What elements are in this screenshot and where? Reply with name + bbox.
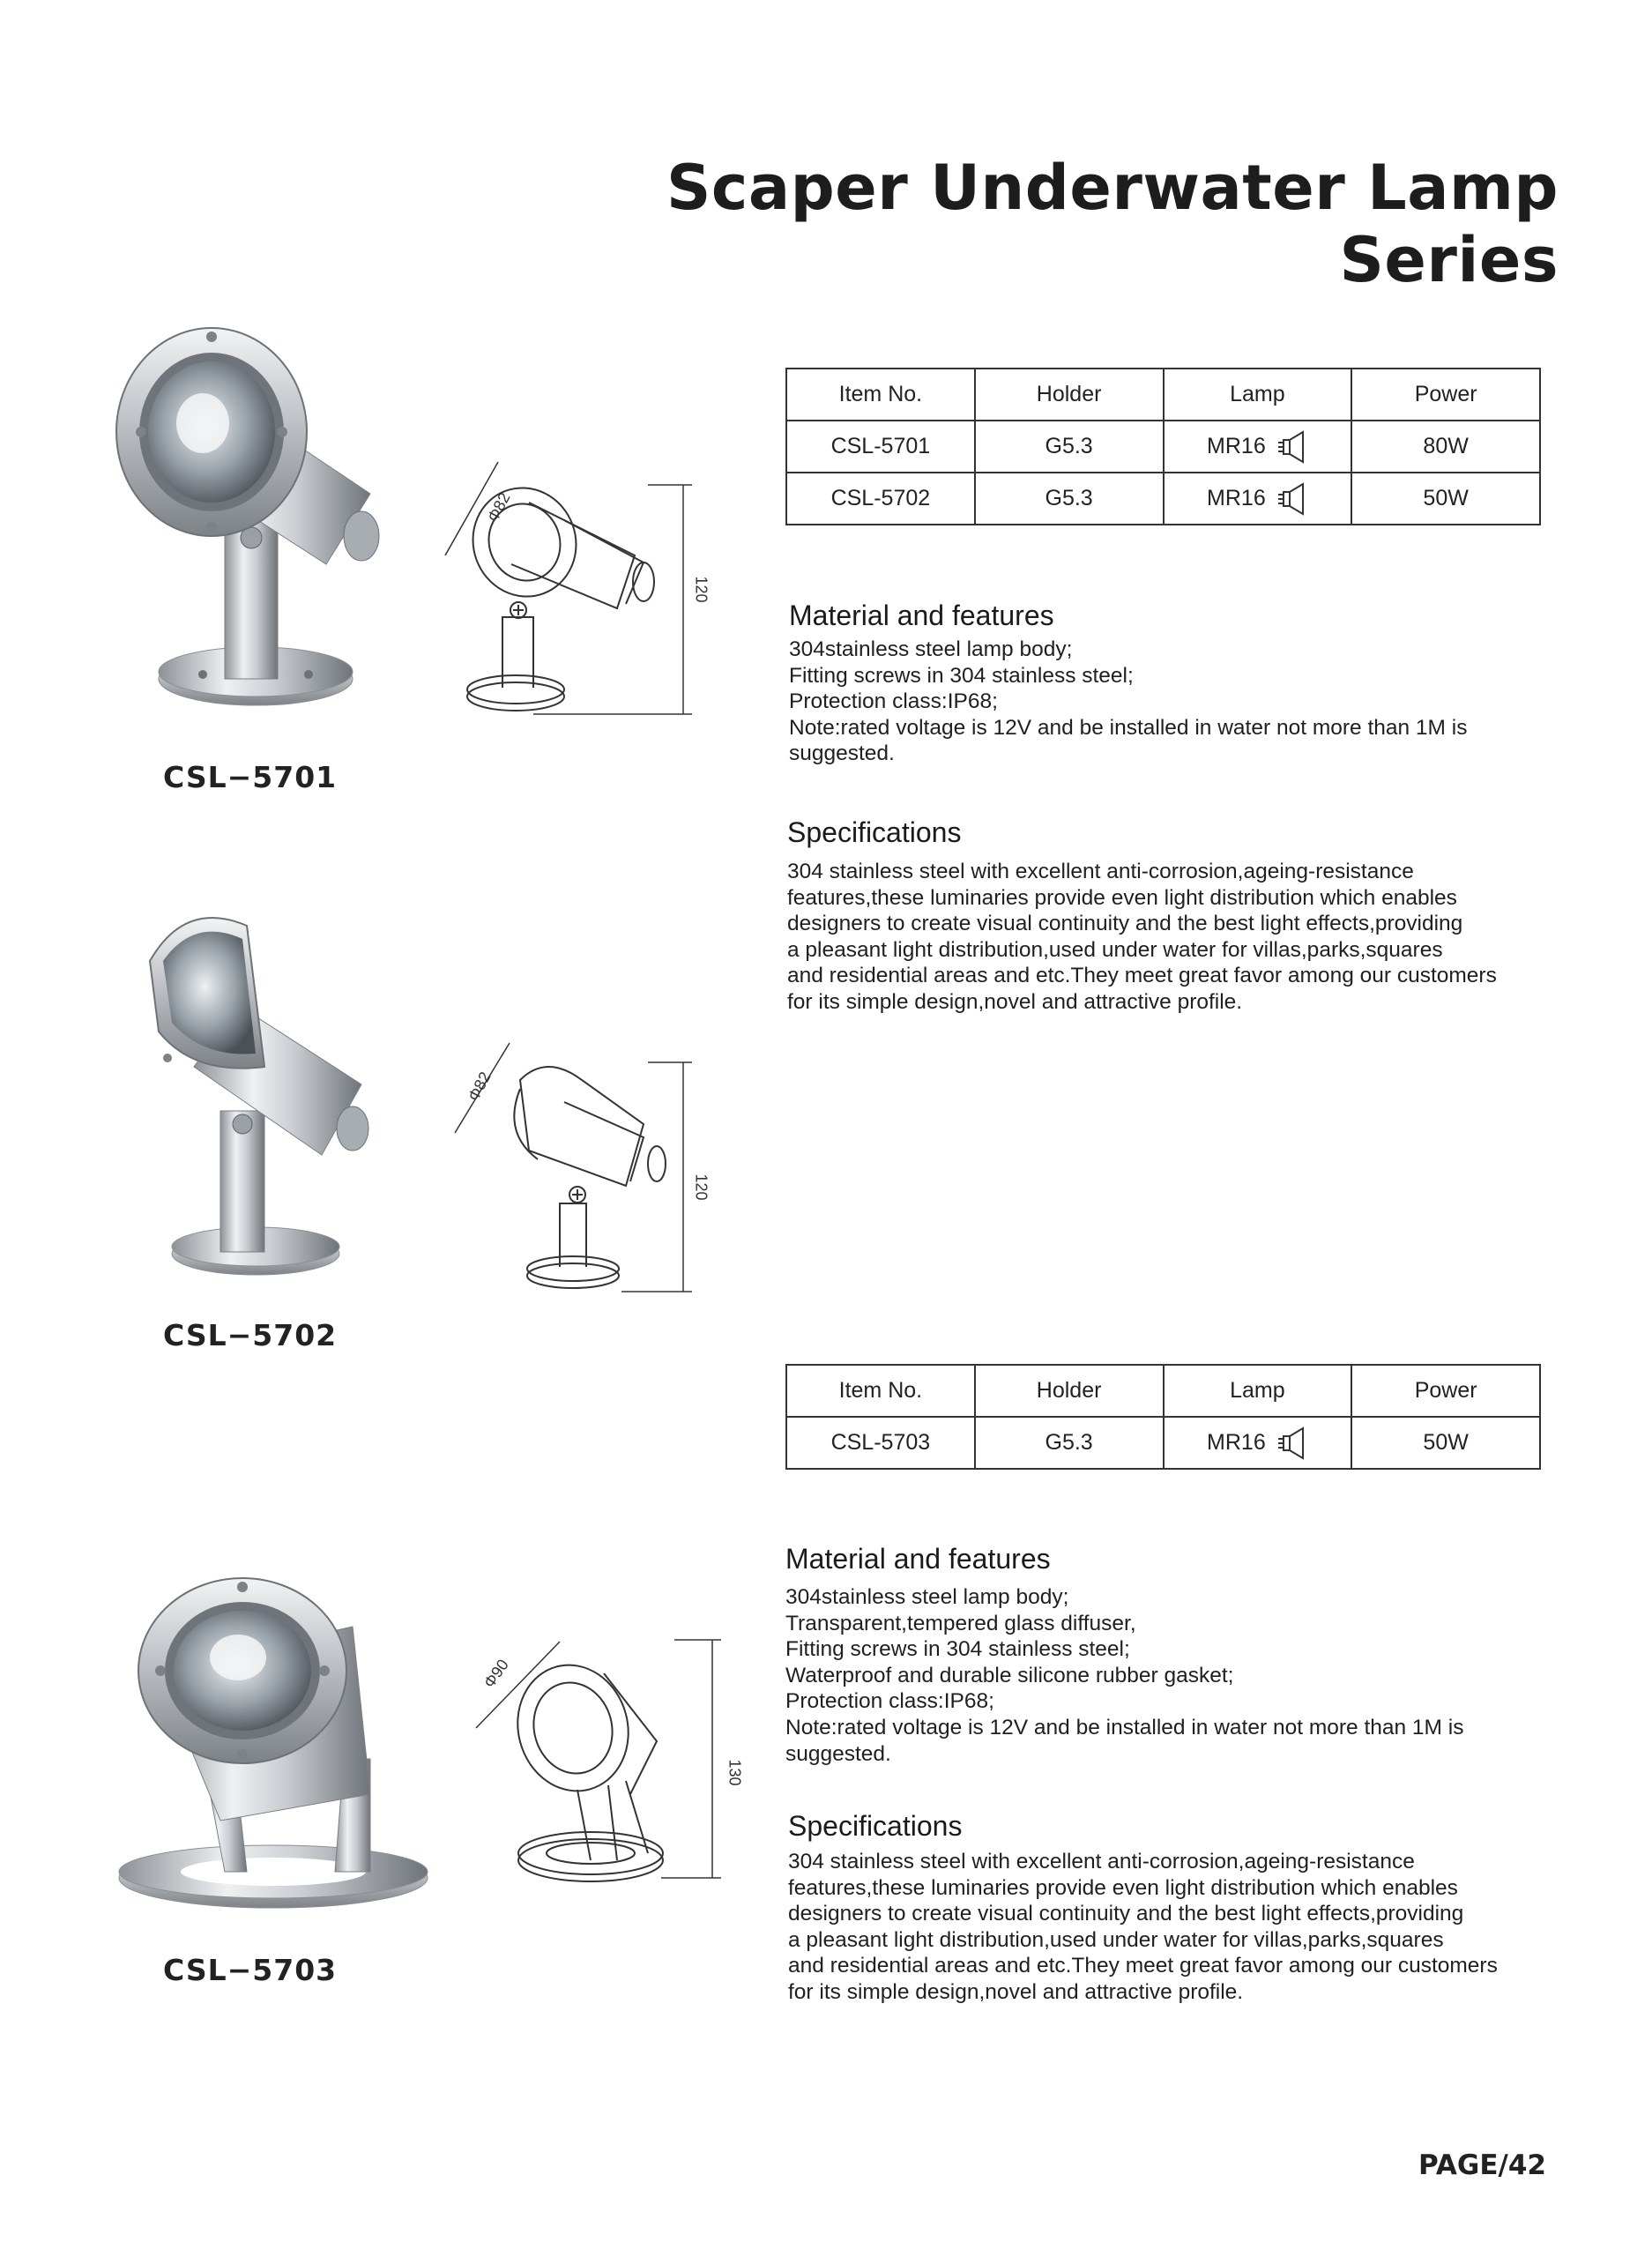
product-photo-csl-5701 xyxy=(106,300,406,741)
table-header-row xyxy=(786,369,1540,421)
header-power: Power xyxy=(1351,1365,1540,1417)
spec-line: 304 stainless steel with excellent anti-corrosion,ageing-resistance xyxy=(788,1850,1415,1873)
dimension-height-csl-5701: 120 xyxy=(692,576,711,603)
cell-lamp xyxy=(1164,1417,1352,1469)
header-item-no: Item No. xyxy=(786,369,975,421)
specifications-heading: Specifications xyxy=(788,1810,963,1842)
lamp-type: MR16 xyxy=(1207,434,1266,458)
specifications-text xyxy=(788,1849,1498,2006)
spec-line: and residential areas and etc.They meet great favor among our customers xyxy=(787,964,1497,988)
dimension-drawing-csl-5702 xyxy=(464,1036,723,1300)
spec-line: a pleasant light distribution,used under water for villas,parks,squares xyxy=(788,1927,1444,1952)
table-row xyxy=(786,473,1540,525)
material-line: Protection class:IP68; xyxy=(789,689,998,714)
cell-holder: G5.3 xyxy=(975,1417,1164,1469)
cell-power: 80W xyxy=(1351,421,1540,473)
spec-line: and residential areas and etc.They meet great favor among our customers xyxy=(788,1954,1498,1978)
dimension-drawing-csl-5703 xyxy=(494,1622,749,1887)
material-line: Fitting screws in 304 stainless steel; xyxy=(789,663,1134,688)
page-title: Scaper Underwater Lamp Series xyxy=(666,152,1559,296)
spec-line: features,these luminaries provide even light distribution which enables xyxy=(787,885,1457,910)
cell-holder: G5.3 xyxy=(975,421,1164,473)
header-holder: Holder xyxy=(975,1365,1164,1417)
material-line: Transparent,tempered glass diffuser, xyxy=(785,1611,1136,1635)
table-row xyxy=(786,421,1540,473)
cell-item: CSL-5701 xyxy=(786,421,975,473)
dimension-diameter-csl-5701: Φ82 xyxy=(483,489,514,525)
table-header-row xyxy=(786,1365,1540,1417)
material-line: 304stainless steel lamp body; xyxy=(785,1585,1069,1609)
material-heading: Material and features xyxy=(789,600,1054,631)
cell-item: CSL-5703 xyxy=(786,1417,975,1469)
header-power: Power xyxy=(1351,369,1540,421)
material-text xyxy=(789,637,1467,767)
cell-lamp xyxy=(1164,473,1352,525)
spec-line: a pleasant light distribution,used under water for villas,parks,squares xyxy=(787,937,1443,962)
specifications-text xyxy=(787,859,1497,1016)
header-lamp: Lamp xyxy=(1164,1365,1352,1417)
material-line: suggested. xyxy=(789,741,895,766)
model-label-csl-5701: CSL−5701 xyxy=(163,760,338,794)
lamp-type: MR16 xyxy=(1207,486,1266,510)
product-photo-csl-5702 xyxy=(132,908,397,1296)
cell-power: 50W xyxy=(1351,1417,1540,1469)
spec-line: for its simple design,novel and attractive profile. xyxy=(787,989,1243,1014)
header-item-no: Item No. xyxy=(786,1365,975,1417)
spec-table-1 xyxy=(785,368,1541,525)
specifications-heading: Specifications xyxy=(787,816,962,848)
cell-lamp xyxy=(1164,421,1352,473)
dimension-height-csl-5703: 130 xyxy=(726,1759,744,1786)
spec-line: for its simple design,novel and attractive profile. xyxy=(788,1979,1244,2004)
mr16-bulb-icon xyxy=(1276,430,1308,464)
model-label-csl-5702: CSL−5702 xyxy=(163,1318,338,1352)
material-line: Note:rated voltage is 12V and be installed in water not more than 1M is xyxy=(785,1715,1464,1739)
dimension-diameter-csl-5702: Φ82 xyxy=(464,1069,495,1105)
material-heading: Material and features xyxy=(785,1543,1051,1575)
lamp-type: MR16 xyxy=(1207,1430,1266,1455)
spec-line: 304 stainless steel with excellent anti-corrosion,ageing-resistance xyxy=(787,860,1414,883)
spec-table-2 xyxy=(785,1364,1541,1470)
material-line: Protection class:IP68; xyxy=(785,1689,994,1714)
spec-line: designers to create visual continuity and the best light effects,providing xyxy=(788,1902,1464,1926)
material-line: Waterproof and durable silicone rubber gasket; xyxy=(785,1663,1234,1687)
mr16-bulb-icon xyxy=(1276,1426,1308,1460)
spec-line: designers to create visual continuity and the best light effects,providing xyxy=(787,912,1463,936)
spec-line: features,these luminaries provide even light distribution which enables xyxy=(788,1875,1458,1900)
cell-item: CSL-5702 xyxy=(786,473,975,525)
model-label-csl-5703: CSL−5703 xyxy=(163,1953,338,1987)
material-line: 304stainless steel lamp body; xyxy=(789,637,1073,661)
header-holder: Holder xyxy=(975,369,1164,421)
page-number: PAGE/42 xyxy=(1418,2149,1546,2181)
dimension-height-csl-5702: 120 xyxy=(692,1173,711,1201)
cell-holder: G5.3 xyxy=(975,473,1164,525)
header-lamp: Lamp xyxy=(1164,369,1352,421)
product-photo-csl-5703 xyxy=(106,1556,441,1926)
material-line: Note:rated voltage is 12V and be installed in water not more than 1M is xyxy=(789,715,1468,740)
table-row xyxy=(786,1417,1540,1469)
dimension-diameter-csl-5703: Φ90 xyxy=(480,1656,512,1692)
material-line: suggested. xyxy=(785,1741,891,1766)
material-line: Fitting screws in 304 stainless steel; xyxy=(785,1637,1130,1662)
mr16-bulb-icon xyxy=(1276,482,1308,516)
cell-power: 50W xyxy=(1351,473,1540,525)
material-text xyxy=(785,1584,1463,1767)
